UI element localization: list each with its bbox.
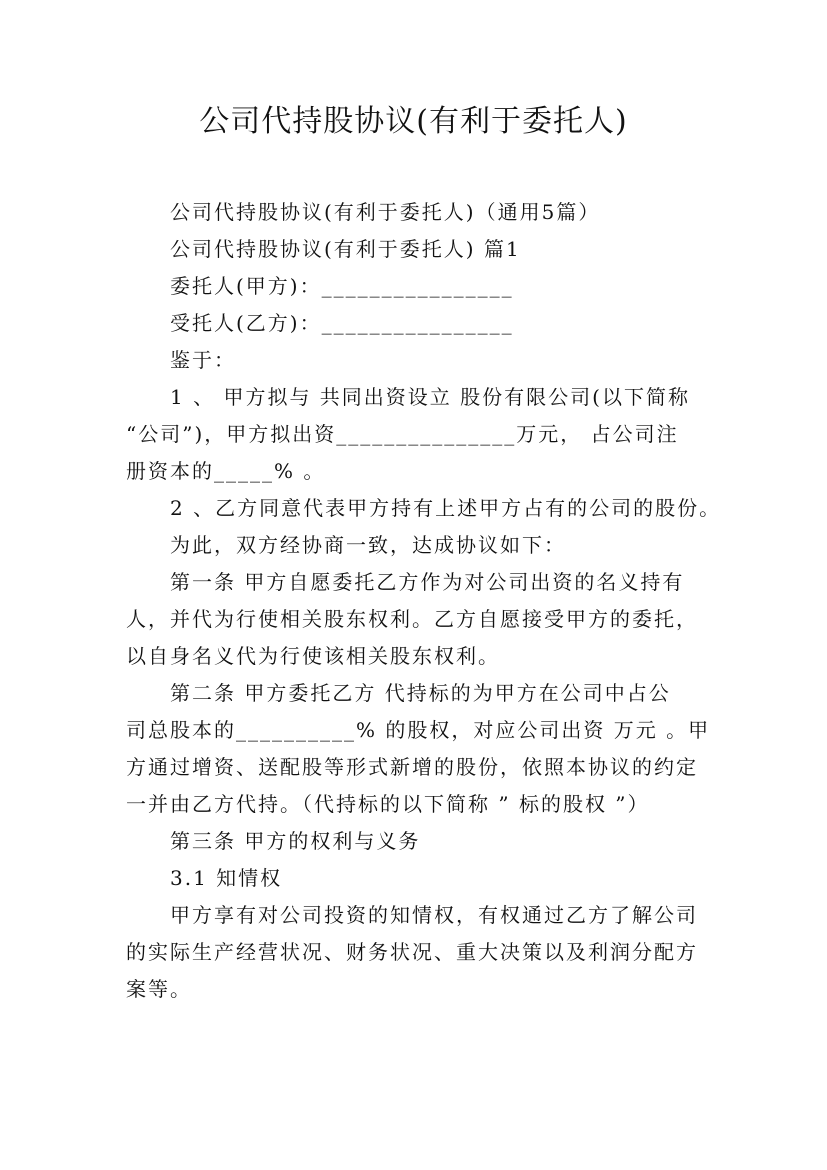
- document-title: 公司代持股协议(有利于委托人): [199, 104, 628, 139]
- text-line: 公司代持股协议(有利于委托人) 篇1: [170, 237, 521, 261]
- text-line: 委托人(甲方)：________________: [170, 274, 514, 298]
- document-body: [126, 194, 722, 1008]
- text-line: 人，并代为行使相关股东权利。乙方自愿接受甲方的委托，: [126, 607, 698, 631]
- text-line: 第二条 甲方委托乙方 代持标的为甲方在公司中占公: [170, 681, 671, 705]
- text-line: 以自身名义代为行使该相关股东权利。: [126, 644, 500, 668]
- text-line: 为此，双方经协商一致，达成协议如下：: [170, 533, 566, 557]
- text-line: 第三条 甲方的权利与义务: [170, 829, 421, 853]
- text-line: 册资本的_____% 。: [126, 459, 326, 483]
- text-line: 甲方享有对公司投资的知情权，有权通过乙方了解公司: [170, 903, 698, 927]
- text-line: 受托人(乙方)：________________: [170, 311, 514, 335]
- text-line: 1 、 甲方拟与 共同出资设立 股份有限公司(以下简称: [170, 385, 690, 409]
- text-line: 第一条 甲方自愿委托乙方作为对公司出资的名义持有: [170, 570, 685, 594]
- text-line: 2 、乙方同意代表甲方持有上述甲方占有的公司的股份。: [170, 496, 722, 520]
- text-line: “公司”)，甲方拟出资_______________万元， 占公司注: [126, 422, 679, 446]
- text-line: 一并由乙方代持。（代持标的以下简称 ” 标的股权 ”）: [126, 792, 650, 816]
- text-line: 鉴于：: [170, 348, 236, 372]
- text-line: 司总股本的__________% 的股权，对应公司出资 万元 。甲: [126, 718, 711, 742]
- text-line: 的实际生产经营状况、财务状况、重大决策以及利润分配方: [126, 940, 698, 964]
- text-line: 案等。: [126, 977, 192, 1001]
- text-line: 方通过增资、送配股等形式新增的股份，依照本协议的约定: [126, 755, 698, 779]
- text-line: 3.1 知情权: [170, 866, 283, 890]
- text-line: 公司代持股协议(有利于委托人)（通用5篇）: [170, 200, 601, 224]
